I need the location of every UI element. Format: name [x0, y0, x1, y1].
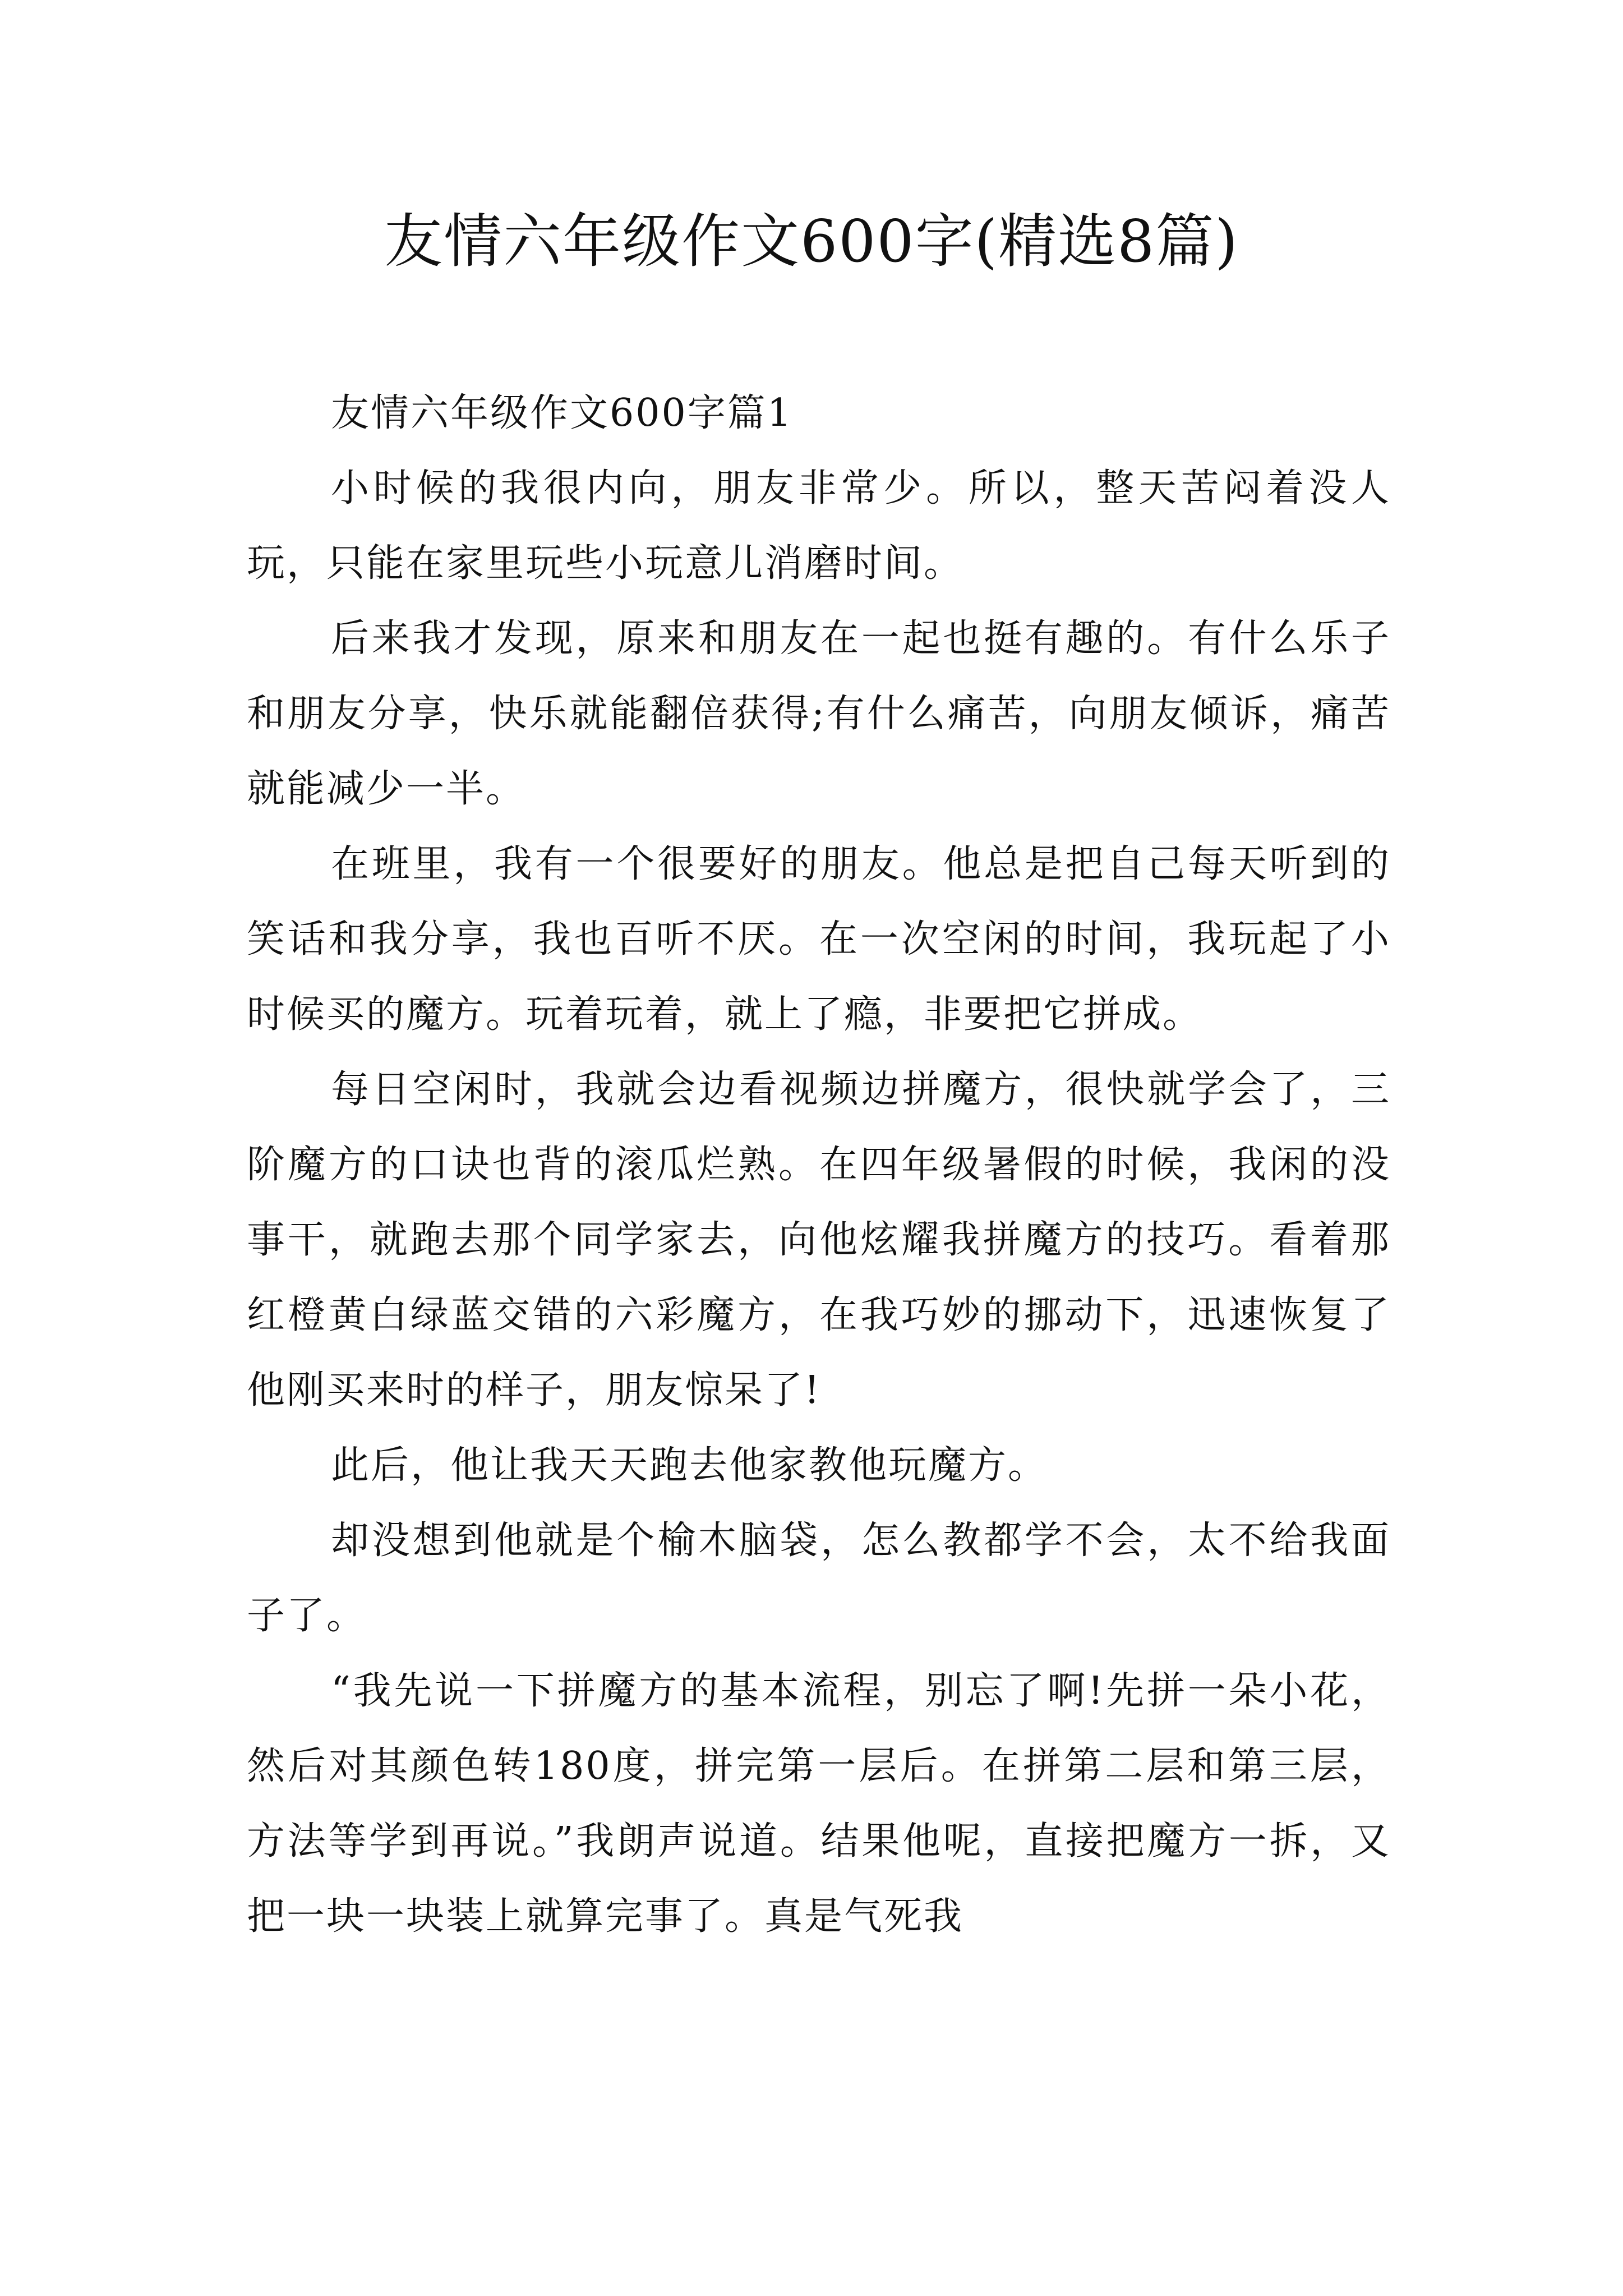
- paragraph: 每日空闲时，我就会边看视频边拼魔方，很快就学会了，三阶魔方的口诀也背的滚瓜烂熟。在四年级暑假的时候，我闲的没事干，就跑去那个同学家去，向他炫耀我拼魔方的技巧。看着那红橙黄白绿蓝交错的六彩魔方，在我巧妙的挪动下，迅速恢复了他刚买来时的样子，朋友惊呆了!: [247, 1068, 1391, 1412]
- document-body: [247, 376, 1391, 1954]
- section-heading: 友情六年级作文600字篇1: [331, 391, 794, 435]
- document-title: 友情六年级作文600字(精选8篇): [384, 207, 1239, 275]
- paragraph: 此后，他让我天天跑去他家教他玩魔方。: [331, 1443, 1048, 1488]
- paragraph: 却没想到他就是个榆木脑袋，怎么教都学不会，太不给我面子了。: [247, 1519, 1391, 1638]
- paragraph: 在班里，我有一个很要好的朋友。他总是把自己每天听到的笑话和我分享，我也百听不厌。在一次空闲的时间，我玩起了小时候买的魔方。玩着玩着，就上了瘾，非要把它拼成。: [247, 842, 1391, 1037]
- paragraph: 小时候的我很内向，朋友非常少。所以，整天苦闷着没人玩，只能在家里玩些小玩意儿消磨时间。: [247, 466, 1391, 586]
- paragraph: 后来我才发现，原来和朋友在一起也挺有趣的。有什么乐子和朋友分享，快乐就能翻倍获得;有什么痛苦，向朋友倾诉，痛苦就能减少一半。: [247, 616, 1391, 811]
- paragraph: “我先说一下拼魔方的基本流程，别忘了啊!先拼一朵小花，然后对其颜色转180度，拼完第一层后。在拼第二层和第三层，方法等学到再说。”我朗声说道。结果他呢，直接把魔方一拆，又把一块一块装上就算完事了。真是气死我: [247, 1669, 1391, 1939]
